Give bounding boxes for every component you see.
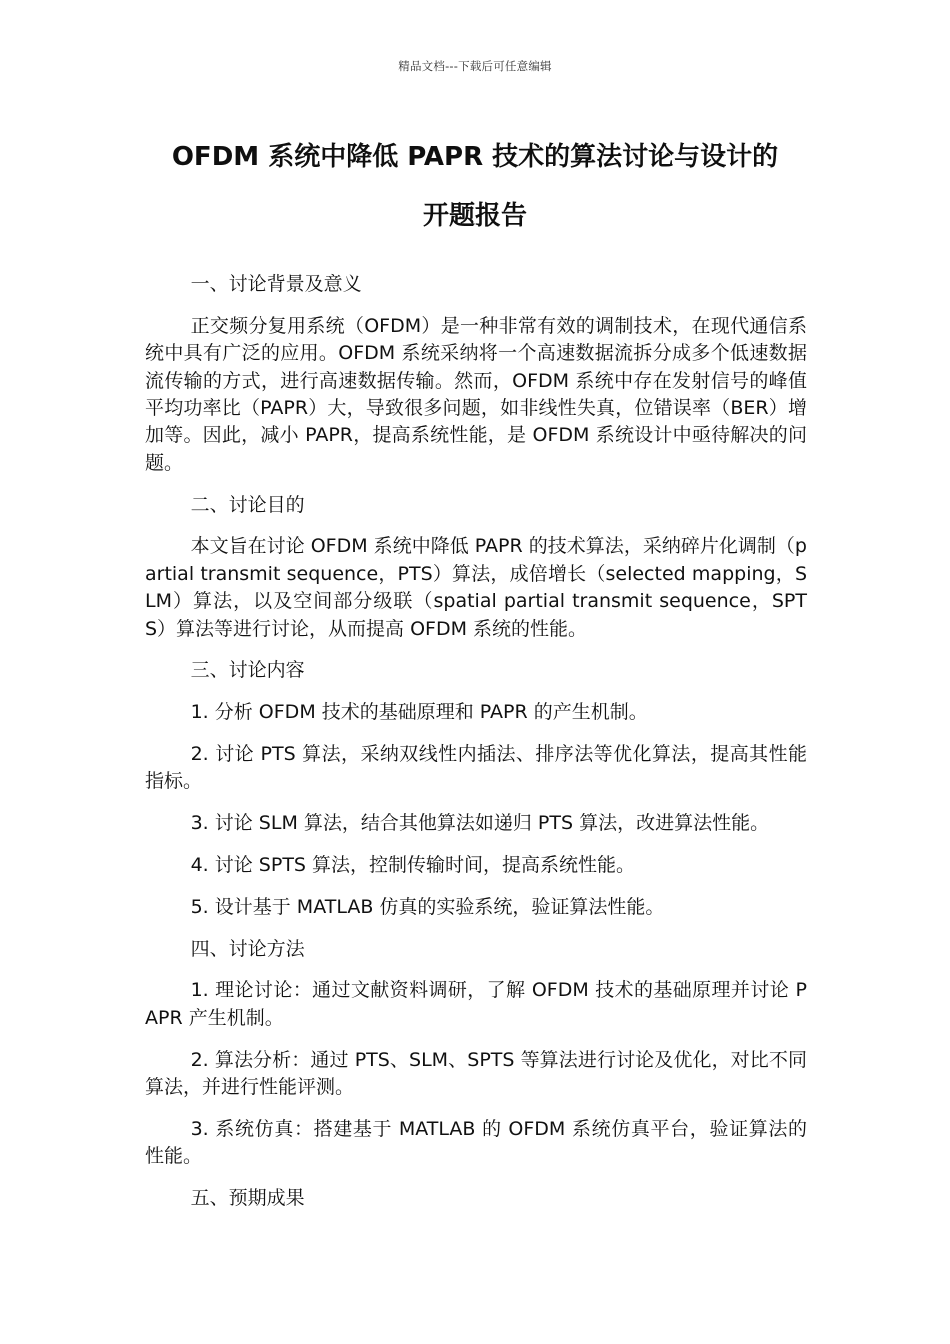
title-line-1: OFDM 系统中降低 PAPR 技术的算法讨论与设计的 [171,142,779,172]
paragraph-background: 正交频分复用系统（OFDM）是一种非常有效的调制技术，在现代通信系统中具有广泛的应用。OFDM 系统采纳将一个高速数据流拆分成多个低速数据流传输的方式，进行高速数据传输。然而，OFDM 系统中存在发射信号的峰值平均功率比（PAPR）大，导致很多问题，如非线性失真，位错误率（BER）增加等。因此，减小 PAPR，提高系统性能，是 OFDM 系统设计中亟待解决的问题。 [145,314,807,474]
section-heading-content: 三、讨论内容 [190,659,305,682]
list-item-content-1: 1. 分析 OFDM 技术的基础原理和 PAPR 的产生机制。 [190,701,648,724]
paragraph-purpose: 本文旨在讨论 OFDM 系统中降低 PAPR 的技术算法，采纳碎片化调制（partial transmit sequence，PTS）算法，成倍增长（selected mapping，SLM）算法，以及空间部分级联（spatial partial transmit sequence，SPTS）算法等进行讨论，从而提高 OFDM 系统的性能。 [145,535,807,640]
section-heading-results: 五、预期成果 [190,1187,305,1210]
list-item-content-4: 4. 讨论 SPTS 算法，控制传输时间，提高系统性能。 [190,854,636,877]
list-item-method-1: 1. 理论讨论：通过文献资料调研，了解 OFDM 技术的基础原理并讨论 PAPR 产生机制。 [145,979,807,1029]
list-item-method-3: 3. 系统仿真：搭建基于 MATLAB 的 OFDM 系统仿真平台，验证算法的性能。 [145,1117,807,1168]
list-item-method-2: 2. 算法分析：通过 PTS、SLM、SPTS 等算法进行讨论及优化，对比不同算法，并进行性能评测。 [145,1048,807,1099]
header-note: 精品文档---下载后可任意编辑 [398,59,552,73]
list-item-content-3: 3. 讨论 SLM 算法，结合其他算法如递归 PTS 算法，改进算法性能。 [190,812,770,835]
document-body [145,271,807,1227]
section-heading-purpose: 二、讨论目的 [190,493,305,516]
title-line-2: 开题报告 [422,201,527,231]
list-item-content-2: 2. 讨论 PTS 算法，采纳双线性内插法、排序法等优化算法，提高其性能指标。 [145,743,807,793]
section-heading-background: 一、讨论背景及意义 [190,273,362,295]
list-item-content-5: 5. 设计基于 MATLAB 仿真的实验系统，验证算法性能。 [190,895,665,918]
section-heading-methods: 四、讨论方法 [190,937,305,960]
